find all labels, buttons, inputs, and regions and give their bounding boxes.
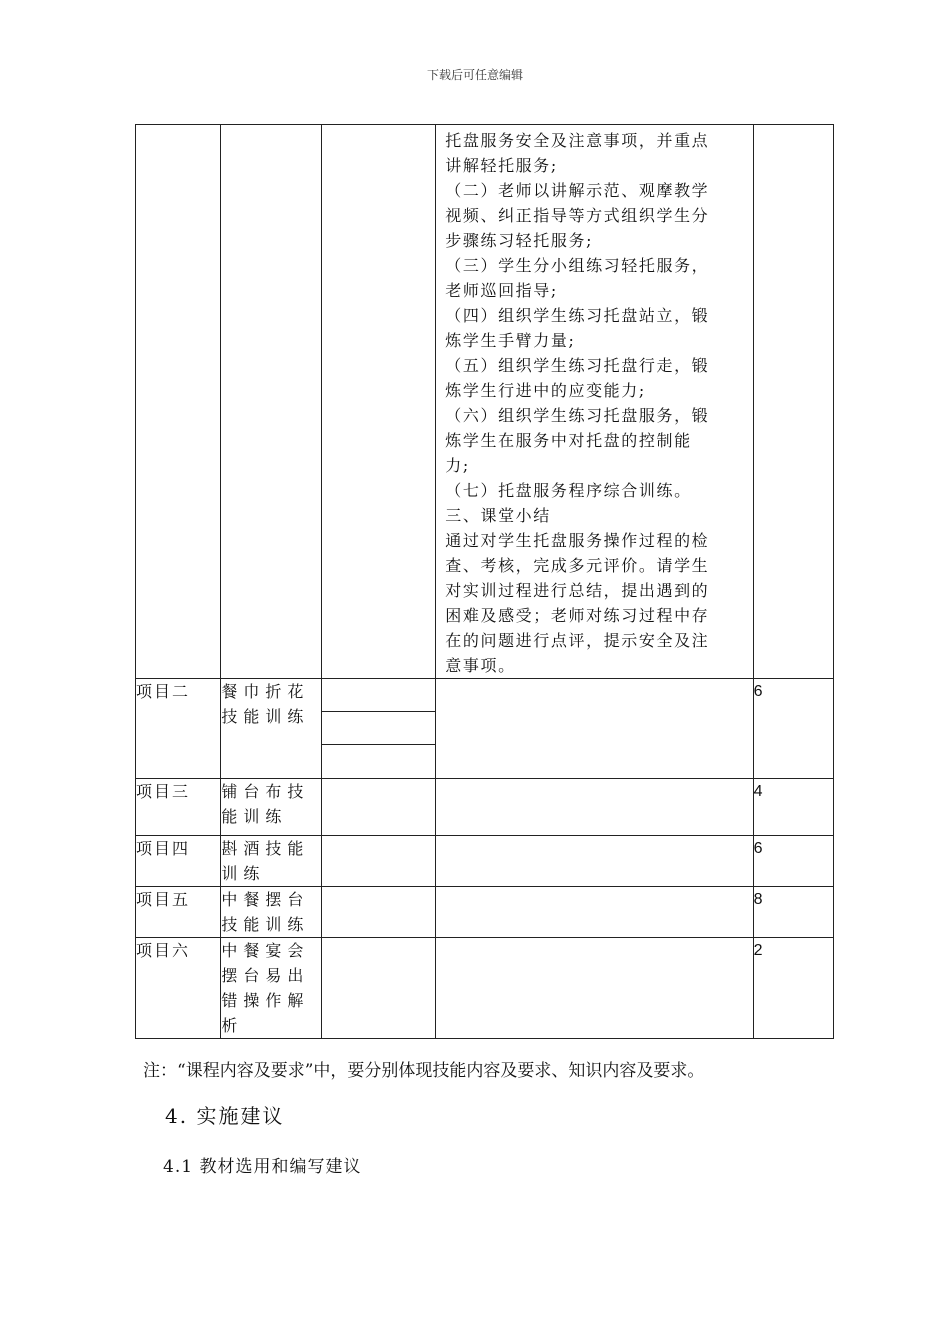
activity-line: 力;: [445, 456, 470, 475]
activity-line: 通过对学生托盘服务操作过程的检: [445, 531, 710, 550]
content-subcell: [322, 745, 435, 777]
activity-line: （四）组织学生练习托盘站立，锻: [445, 306, 710, 325]
table-row: [136, 887, 834, 938]
activity-line: 炼学生在服务中对托盘的控制能: [445, 431, 692, 450]
table-row: [136, 836, 834, 887]
activity-cell: [436, 779, 753, 836]
activity-text: [436, 125, 752, 678]
hours-cell: 4: [753, 779, 833, 836]
hours-cell: 2: [753, 938, 833, 1039]
project-cell: 项目六: [136, 938, 221, 1039]
activity-line: 炼学生手臂力量;: [445, 331, 576, 350]
activity-line: 在的问题进行点评，提示安全及注: [445, 631, 710, 650]
table-note: 注：“课程内容及要求”中，要分别体现技能内容及要求、知识内容及要求。: [143, 1061, 705, 1081]
skill-cell: 中餐摆台技能训练: [221, 887, 321, 938]
project-cell: 项目五: [136, 887, 221, 938]
activity-line: 困难及感受；老师对练习过程中存: [445, 606, 710, 625]
activity-line: 视频、纠正指导等方式组织学生分: [445, 206, 710, 225]
content-subcell: [322, 679, 435, 712]
table-row: [136, 779, 834, 836]
activity-cell: [436, 679, 753, 779]
table-row: [136, 679, 834, 779]
activity-line: （三）学生分小组练习轻托服务，: [445, 256, 710, 275]
hours-cell: 8: [753, 887, 833, 938]
content-subcell: [322, 712, 435, 745]
course-table: [135, 124, 834, 1039]
hours-cell: 6: [753, 679, 833, 779]
content-cell: [321, 125, 435, 679]
project-cell: 项目四: [136, 836, 221, 887]
content-cell: [321, 679, 435, 779]
activity-cell: [436, 836, 753, 887]
hours-cell: [753, 125, 833, 679]
page-header: 下载后可任意编辑: [426, 68, 523, 82]
skill-cell: [221, 125, 321, 679]
hours-cell: 6: [753, 836, 833, 887]
activity-line: （六）组织学生练习托盘服务，锻: [445, 406, 710, 425]
table-row: [136, 125, 834, 679]
activity-line: 三、课堂小结: [445, 506, 551, 525]
content-cell: [321, 887, 435, 938]
activity-line: （五）组织学生练习托盘行走，锻: [445, 356, 710, 375]
skill-cell: 中餐宴会摆台易出错操作解析: [221, 938, 321, 1039]
project-cell: [136, 125, 221, 679]
skill-cell: 斟酒技能训练: [221, 836, 321, 887]
activity-line: 托盘服务安全及注意事项，并重点: [445, 131, 710, 150]
activity-cell: [436, 938, 753, 1039]
activity-line: 讲解轻托服务;: [445, 156, 558, 175]
activity-line: 意事项。: [445, 656, 516, 675]
activity-line: （二）老师以讲解示范、观摩教学: [445, 181, 710, 200]
activity-line: 炼学生行进中的应变能力;: [445, 381, 646, 400]
table-row: [136, 938, 834, 1039]
activity-line: 对实训过程进行总结，提出遇到的: [445, 581, 710, 600]
activity-cell: [436, 125, 753, 679]
content-cell: [321, 938, 435, 1039]
activity-line: 步骤练习轻托服务;: [445, 231, 594, 250]
activity-line: 老师巡回指导;: [445, 281, 558, 300]
content-cell: [321, 836, 435, 887]
activity-line: 查、考核，完成多元评价。请学生: [445, 556, 710, 575]
subsection-heading: 4.1 教材选用和编写建议: [163, 1157, 362, 1177]
activity-cell: [436, 887, 753, 938]
skill-cell: 铺台布技能训练: [221, 779, 321, 836]
skill-cell: 餐巾折花技能训练: [221, 679, 321, 779]
section-heading: 4. 实施建议: [165, 1104, 285, 1128]
content-cell: [321, 779, 435, 836]
project-cell: 项目三: [136, 779, 221, 836]
activity-line: （七）托盘服务程序综合训练。: [445, 481, 692, 500]
project-cell: 项目二: [136, 679, 221, 779]
